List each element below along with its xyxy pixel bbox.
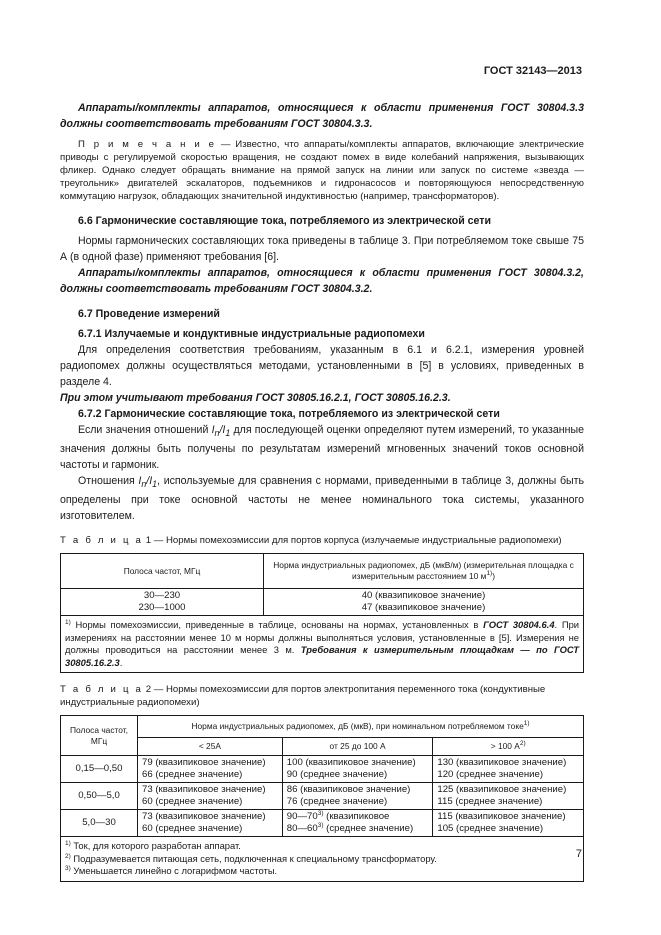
table-1-footnote [61, 616, 584, 673]
limit-quasi-peak: 130 (квазипиковое значение) [437, 757, 567, 769]
ratio-sub-1: 1 [152, 479, 158, 490]
section-6-7-1-paragraph [60, 342, 584, 406]
limit-average: 76 (среднее значение) [286, 796, 388, 808]
footnote-marker: 3) [317, 810, 324, 818]
footnote-marker: 3) [65, 865, 71, 873]
table-1-col-band-header: Полоса частот, МГц [61, 554, 264, 589]
table-1 [60, 553, 584, 673]
ratio-slash: / [219, 424, 223, 436]
header-text: > 100 А [490, 741, 520, 752]
limit-average: 115 (среднее значение) [437, 796, 543, 808]
limit-quasi-peak [287, 811, 429, 823]
limit-quasi-peak: 86 (квазипиковое значение) [286, 784, 411, 796]
text-run: для последующей оценки определяют путем измерений, то указанные значения должны быть получены по результатам измерений мгновенных значений токов основной частоты и гармоник. [60, 424, 584, 472]
footnote-marker: 1) [486, 570, 493, 578]
limit-average: 60 (среднее значение) [142, 823, 243, 835]
table-row [61, 783, 584, 810]
limit-cell [282, 810, 433, 837]
table-1-caption [60, 534, 584, 547]
table-2-subheader-gt100 [433, 738, 584, 756]
ratio-slash: / [146, 475, 150, 488]
footnote-text: Нормы помехоэмиссии, приведенные в таблице, основаны на нормах, установленных в [70, 619, 484, 631]
limit-cell [138, 810, 283, 837]
band-cell: 5,0—30 [61, 810, 138, 837]
limit-quasi-peak: 115 (квазипиковое значение) [437, 811, 566, 823]
table-2 [60, 715, 584, 882]
section-6-6-paragraph-1: Нормы гармонических составляющих тока приведены в таблице 3. При потребляемом токе свыше 75 А (в одной фазе) применяют требования [6]. [60, 235, 584, 263]
ratio-var-n: I [211, 424, 215, 436]
ratio-formula [211, 424, 231, 439]
band-cell: 0,15—0,50 [61, 756, 138, 783]
footnote [65, 853, 579, 866]
footnote-text: Ток, для которого разработан аппарат. [70, 840, 241, 852]
table-2-caption-label: Т а б л и ц а [60, 684, 144, 696]
limit-value: 47 (квазипиковое значение) [361, 602, 486, 614]
section-6-7-1-title: 6.7.1 Излучаемые и кондуктивные индустриальные радиопомехи [78, 328, 425, 340]
ratio-var-1: I [149, 475, 153, 488]
limit-quasi-peak: 79 (квазипиковое значение) [142, 757, 266, 769]
text-run: Если значения отношений [78, 424, 212, 436]
ratio-var-1: I [222, 424, 226, 436]
limit-value: 40 (квазипиковое значение) [361, 590, 486, 602]
section-6-7-2-title: 6.7.2 Гармонические составляющие тока, потребляемого из электрической сети [78, 408, 500, 420]
section-6-7-title: 6.7 Проведение измерений [78, 308, 220, 320]
limit-quasi-peak: 125 (квазипиковое значение) [437, 784, 567, 796]
section-6-7-1-bold-text: При этом учитывают требования ГОСТ 30805.16.2.1, ГОСТ 30805.16.2.3. [60, 392, 451, 404]
limit-cell [282, 783, 433, 810]
limit-quasi-peak: 73 (квазипиковое значение) [142, 811, 266, 823]
limit-average: 120 (среднее значение) [437, 769, 544, 781]
section-6-7-2-paragraph-2 [60, 473, 584, 524]
table-row [61, 810, 584, 837]
footnote-marker: 2) [519, 740, 526, 748]
limit-average: 90 (среднее значение) [286, 769, 388, 781]
footnote-text: Уменьшается линейно с логарифмом частоты. [70, 865, 278, 877]
limit-value: 90—70 [286, 811, 318, 823]
footnote-text: . При измерениях на расстоянии менее 10 м нормы должны выполняться условия, установленные в [5]. Измерения не должны проводиться на расстоянии менее 3 м. [65, 619, 580, 656]
section-6-6-paragraph-2: Аппараты/комплекты аппаратов, относящиеся к области применения ГОСТ 30804.3.2, должны соответствовать требованиям ГОСТ 30804.3.2. [60, 267, 584, 295]
ratio-sub-1: 1 [225, 428, 231, 439]
note-paragraph [60, 138, 584, 203]
footnote-marker: 1) [523, 720, 530, 728]
header-text-tail: ) [492, 571, 496, 582]
table-2-col-band-header: Полоса частот, МГц [61, 716, 138, 756]
table-2-subheader-lt25: < 25А [138, 738, 283, 756]
table-2-footnotes [61, 837, 584, 882]
footnote-ref: ГОСТ 30804.6.4 [483, 619, 555, 631]
limit-quasi-peak: 100 (квазипиковое значение) [286, 757, 416, 769]
limit-cell [138, 783, 283, 810]
section-6-7-1-text: Для определения соответствия требованиям, указанным в 6.1 и 6.2.1, измерения уровней радиопомех должны осуществляться методами, установленными в [5] в условиях, приведенных в разделе 4. [60, 344, 584, 388]
table-row [61, 756, 584, 783]
ratio-var-n: I [138, 475, 142, 488]
table-header-row [61, 716, 584, 738]
table-1-caption-text: 1 — Нормы помехоэмиссии для портов корпуса (излучаемые индустриальные радиопомехи) [143, 535, 562, 547]
page-content [60, 100, 584, 882]
table-1-bands-cell [61, 589, 264, 616]
limit-average: 66 (среднее значение) [142, 769, 243, 781]
limit-average [287, 823, 429, 835]
table-header-row [61, 554, 584, 589]
header-text: Норма индустриальных радиопомех, дБ (мкВ/м) (измерительная площадка с измерительным расстоянием 10 м [273, 560, 574, 582]
limit-value: 80—60 [286, 823, 318, 835]
section-6-7-2-paragraph-1 [60, 422, 584, 473]
table-footnote-row [61, 616, 584, 673]
note-label: П р и м е ч а н и е [78, 139, 216, 150]
limit-cell [433, 756, 584, 783]
limit-kind: (среднее значение) [323, 823, 414, 835]
section-6-6-title: 6.6 Гармонические составляющие тока, потребляемого из электрической сети [78, 215, 491, 227]
table-1-limits-cell [264, 589, 584, 616]
limit-cell [433, 783, 584, 810]
ratio-sub-n: n [214, 428, 220, 439]
footnote [65, 865, 579, 878]
limit-kind: (квазипиковое [323, 811, 390, 823]
ratio-formula [138, 475, 158, 490]
intro-paragraph: Аппараты/комплекты аппаратов, относящиеся к области применения ГОСТ 30804.3.3 должны соответствовать требованиям ГОСТ 30804.3.3. [60, 102, 584, 130]
footnote [65, 840, 579, 853]
footnote-marker: 1) [65, 619, 71, 627]
limit-cell [433, 810, 584, 837]
table-1-col-limit-header [264, 554, 584, 589]
ratio-sub-n: n [141, 479, 147, 490]
table-subheader-row [61, 738, 584, 756]
limit-average: 60 (среднее значение) [142, 796, 243, 808]
limit-quasi-peak: 73 (квазипиковое значение) [142, 784, 266, 796]
text-run: Отношения [78, 475, 139, 488]
footnote-ref: Требования к измерительным площадкам — по ГОСТ 30805.16.2.3 [65, 644, 579, 668]
table-2-subheader-25-100: от 25 до 100 А [282, 738, 433, 756]
band-value: 30—230 [143, 590, 181, 602]
limit-cell [138, 756, 283, 783]
table-footnote-row [61, 837, 584, 882]
footnote-marker: 3) [317, 822, 324, 830]
table-2-caption-text: 2 — Нормы помехоэмиссии для портов электропитания переменного тока (кондуктивные индустриальные радиопомехи) [60, 684, 546, 709]
band-cell: 0,50—5,0 [61, 783, 138, 810]
limit-cell [282, 756, 433, 783]
footnote-text: Подразумевается питающая сеть, подключенная к специальному трансформатору. [70, 852, 437, 864]
header-text: Норма индустриальных радиопомех, дБ (мкВ), при номинальном потребляемом токе [191, 721, 524, 732]
footnote-marker: 2) [65, 852, 71, 860]
footnote-text: . [119, 656, 123, 668]
document-id-header: ГОСТ 32143—2013 [483, 65, 582, 77]
text-run: , используемые для сравнения с нормами, приведенными в таблице 3, должны быть определены при токе основной частоты не менее номинального тока системы, указанного изготовителем. [60, 475, 584, 523]
band-value: 230—1000 [138, 602, 186, 614]
footnote-marker: 1) [65, 840, 71, 848]
limit-average: 105 (среднее значение) [437, 823, 544, 835]
table-row [61, 589, 584, 616]
table-1-caption-label: Т а б л и ц а [60, 535, 144, 547]
page-number: 7 [575, 848, 582, 860]
table-2-caption [60, 683, 584, 709]
table-2-main-header [138, 716, 584, 738]
note-text: — Известно, что аппараты/комплекты аппаратов, включающие электрические приводы с регулируемой скоростью вращения, не создают помех в виде колебаний напряжения, вызывающих фликер. Однако следует обращать внимание на прямой запуск на линии или запуск по системе «звезда — треугольник» двигателей эскалаторов, подъемников и гидронасосов и повторяющуюся непосредственную коммутацию нагрузок, обладающих значительной индуктивностью (например, трансформаторов). [60, 139, 584, 202]
